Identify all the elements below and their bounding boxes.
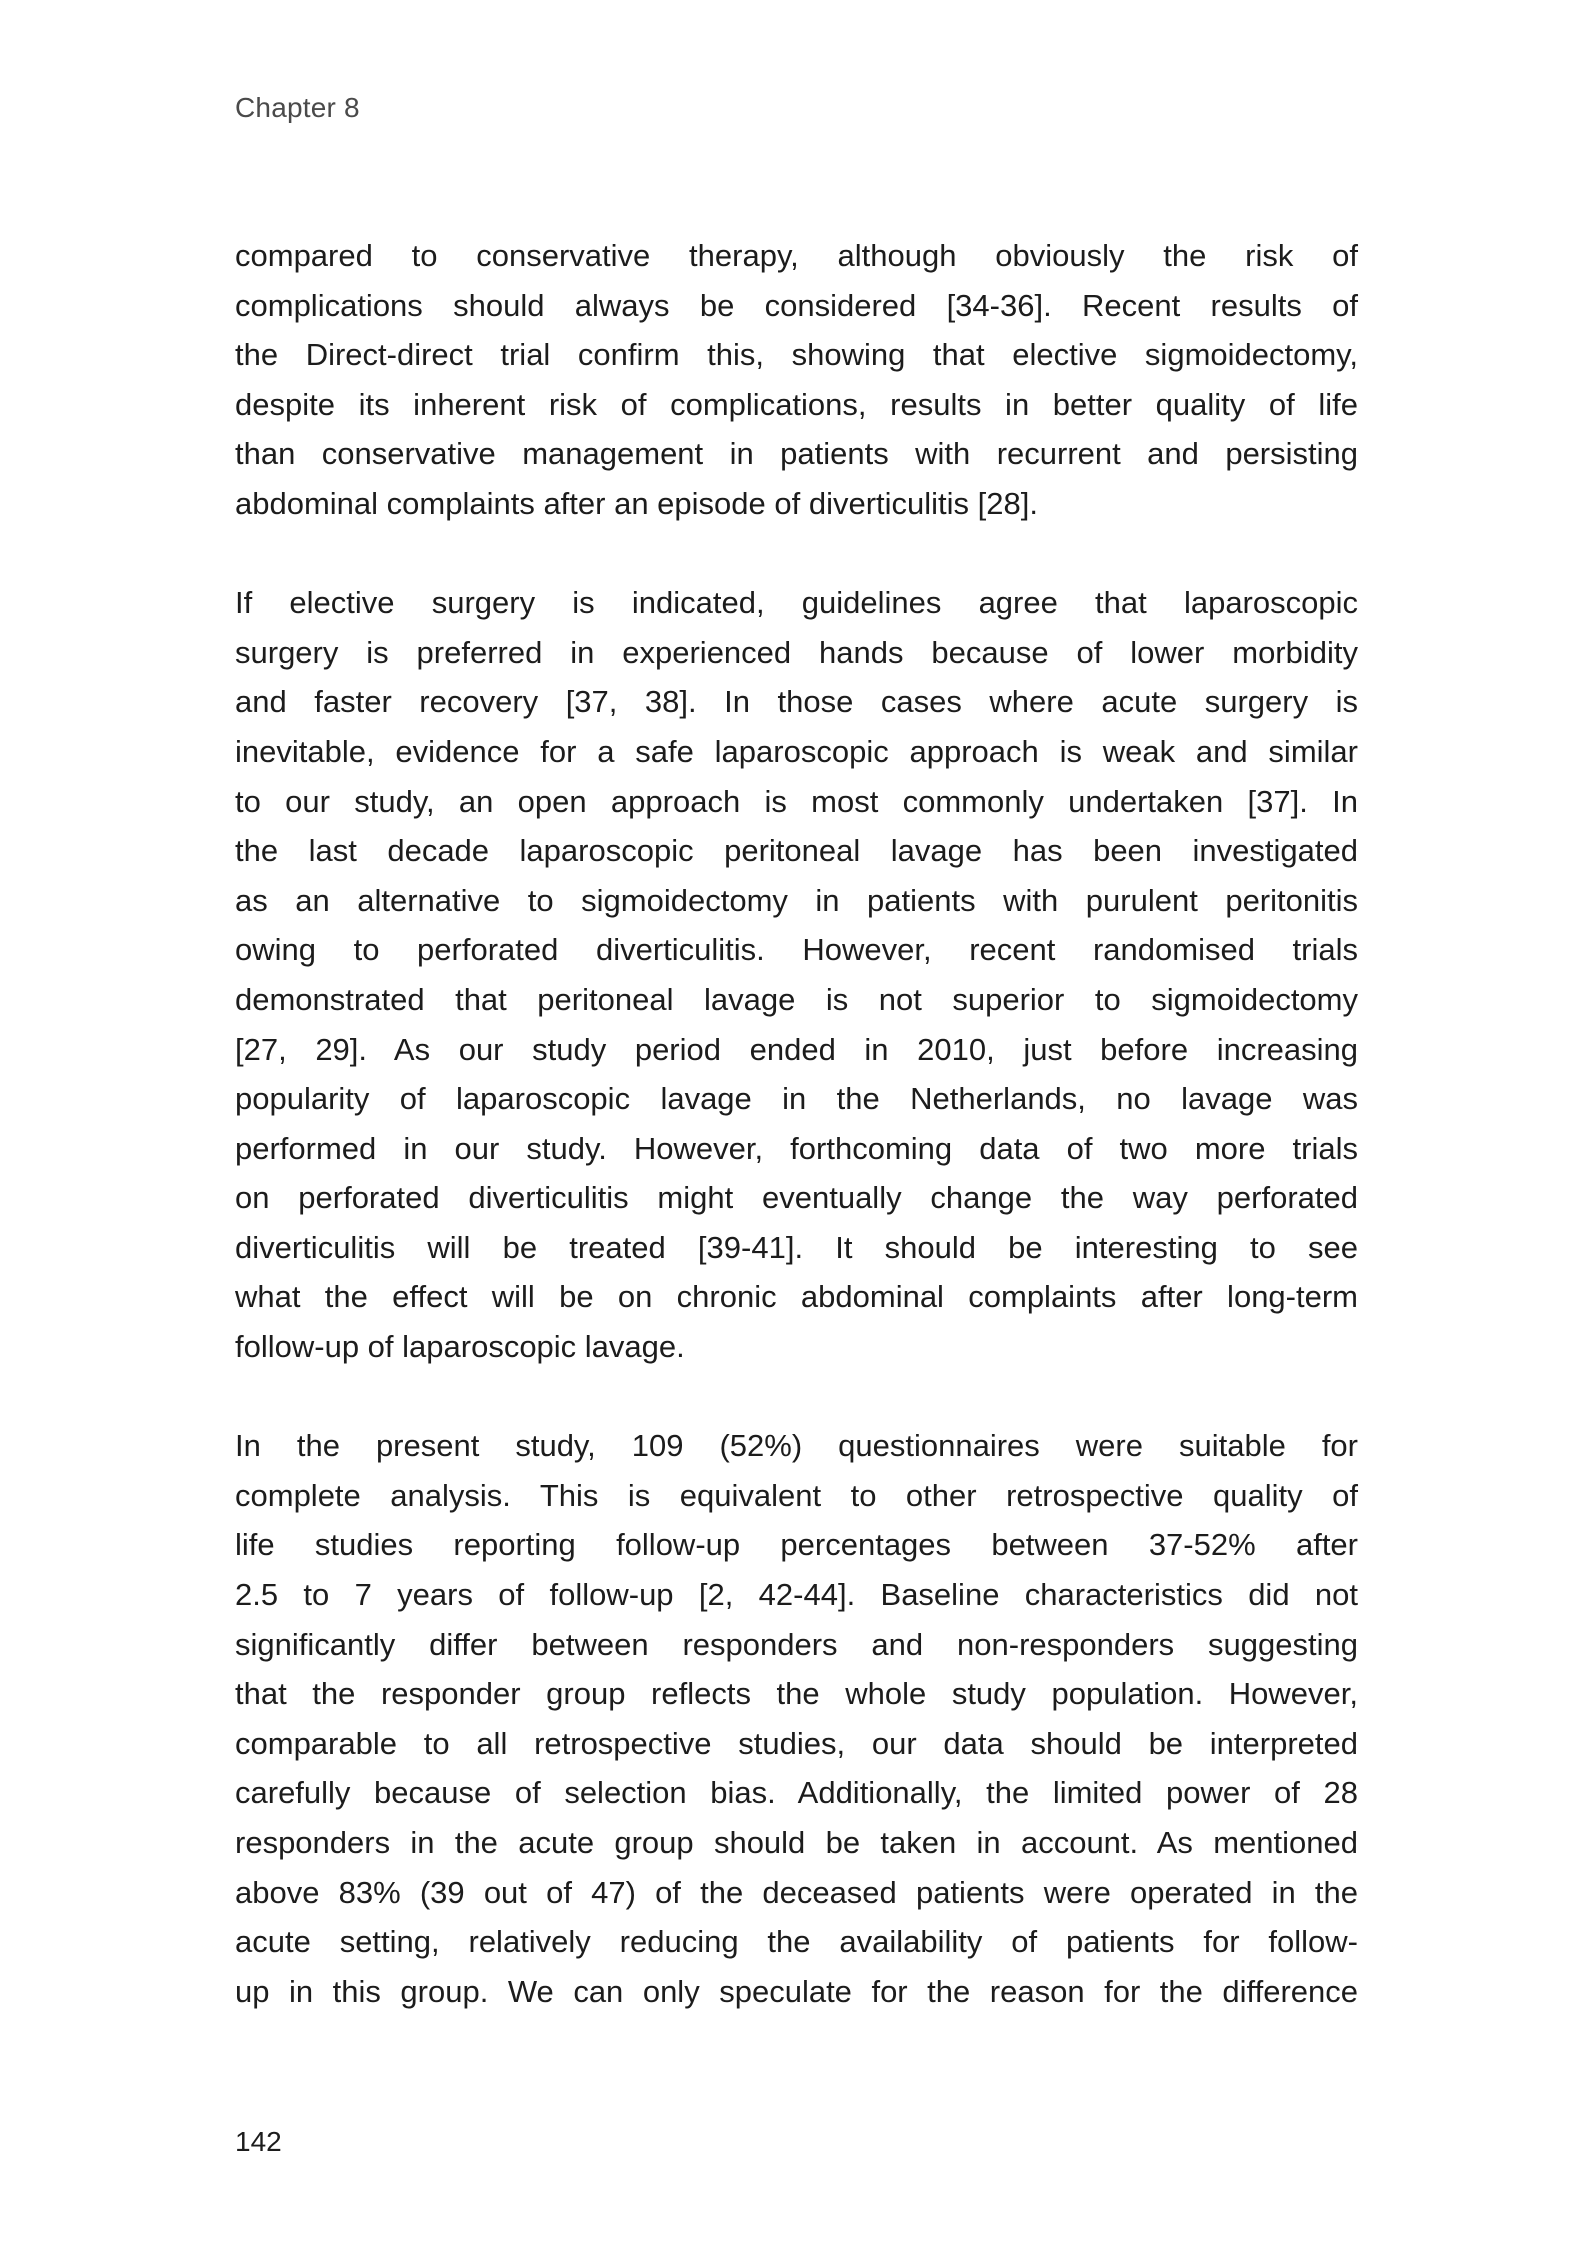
text-line: complete analysis. This is equivalent to other retrospective quality of bbox=[235, 1477, 1358, 1513]
text-line: significantly differ between responders and non-responders suggesting bbox=[235, 1626, 1358, 1662]
text-line: 2.5 to 7 years of follow-up [2, 42-44]. Baseline characteristics did not bbox=[235, 1577, 1358, 1613]
body-text bbox=[235, 231, 1358, 2016]
paragraph-1 bbox=[235, 231, 1358, 529]
text-line: on perforated diverticulitis might eventually change the way perforated bbox=[235, 1180, 1358, 1216]
text-line: inevitable, evidence for a safe laparoscopic approach is weak and similar bbox=[235, 733, 1358, 769]
paragraph-3 bbox=[235, 1421, 1358, 2016]
text-line: acute setting, relatively reducing the availability of patients for follow- bbox=[235, 1924, 1358, 1960]
text-line: diverticulitis will be treated [39-41]. It should be interesting to see bbox=[235, 1229, 1358, 1265]
text-line: comparable to all retrospective studies, our data should be interpreted bbox=[235, 1725, 1358, 1761]
text-line: and faster recovery [37, 38]. In those cases where acute surgery is bbox=[235, 684, 1358, 720]
running-header-chapter: Chapter 8 bbox=[235, 92, 360, 123]
text-line: popularity of laparoscopic lavage in the Netherlands, no lavage was bbox=[235, 1081, 1358, 1117]
text-line: In the present study, 109 (52%) questionnaires were suitable for bbox=[235, 1428, 1358, 1464]
text-line: than conservative management in patients with recurrent and persisting bbox=[235, 436, 1358, 472]
page-number: 142 bbox=[235, 2126, 282, 2157]
text-line: abdominal complaints after an episode of diverticulitis [28]. bbox=[235, 485, 1038, 521]
text-line: responders in the acute group should be taken in account. As mentioned bbox=[235, 1825, 1358, 1860]
text-line: as an alternative to sigmoidectomy in patients with purulent peritonitis bbox=[235, 882, 1358, 918]
text-line: despite its inherent risk of complications, results in better quality of life bbox=[235, 386, 1358, 422]
text-line: follow-up of laparoscopic lavage. bbox=[235, 1329, 685, 1365]
text-line: surgery is preferred in experienced hands because of lower morbidity bbox=[235, 634, 1358, 670]
text-line: above 83% (39 out of 47) of the deceased patients were operated in the bbox=[235, 1874, 1358, 1910]
text-line: the last decade laparoscopic peritoneal lavage has been investigated bbox=[235, 833, 1358, 869]
text-line: demonstrated that peritoneal lavage is not superior to sigmoidectomy bbox=[235, 981, 1358, 1017]
text-line: life studies reporting follow-up percentages between 37-52% after bbox=[235, 1527, 1358, 1563]
text-line: compared to conservative therapy, although obviously the risk of bbox=[235, 238, 1358, 273]
paragraph-2 bbox=[235, 578, 1358, 1372]
text-line: complications should always be considered [34-36]. Recent results of bbox=[235, 287, 1358, 323]
text-line: up in this group. We can only speculate for the reason for the difference bbox=[235, 1973, 1358, 2009]
text-line: to our study, an open approach is most commonly undertaken [37]. In bbox=[235, 783, 1358, 819]
text-line: If elective surgery is indicated, guidelines agree that laparoscopic bbox=[235, 585, 1358, 621]
text-line: [27, 29]. As our study period ended in 2010, just before increasing bbox=[235, 1031, 1358, 1067]
text-line: carefully because of selection bias. Additionally, the limited power of 28 bbox=[235, 1775, 1358, 1811]
text-line: what the effect will be on chronic abdominal complaints after long-term bbox=[235, 1279, 1358, 1315]
text-line: owing to perforated diverticulitis. However, recent randomised trials bbox=[235, 932, 1358, 968]
text-line: performed in our study. However, forthcoming data of two more trials bbox=[235, 1130, 1358, 1166]
text-line: that the responder group reflects the whole study population. However, bbox=[235, 1676, 1358, 1712]
text-line: the Direct-direct trial confirm this, showing that elective sigmoidectomy, bbox=[235, 337, 1358, 373]
